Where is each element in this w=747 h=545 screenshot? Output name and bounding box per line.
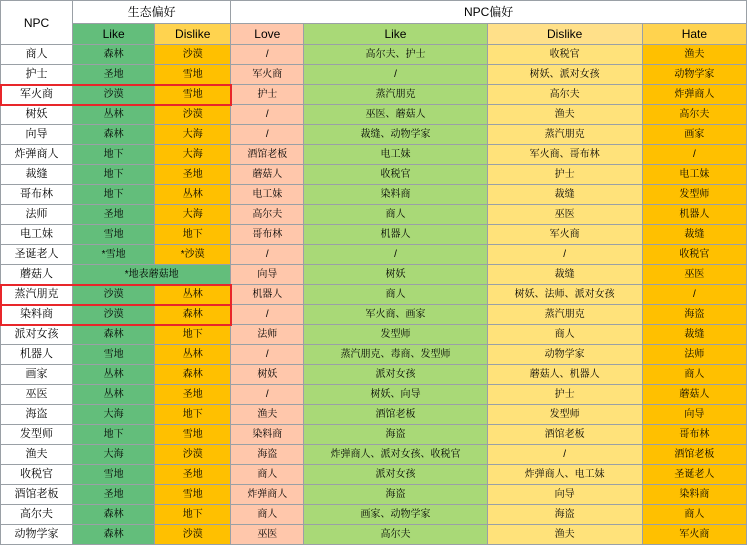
table-row xyxy=(1,245,747,265)
cell-eco-like: *地表蘑菇地 xyxy=(73,265,231,285)
table-row xyxy=(1,205,747,225)
cell-dislike: 裁缝 xyxy=(487,265,642,285)
cell-eco-dislike: 雪地 xyxy=(155,65,231,85)
cell-dislike: 酒馆老板 xyxy=(487,425,642,445)
cell-like: 画家、动物学家 xyxy=(304,505,487,525)
cell-love: / xyxy=(231,385,304,405)
cell-like: 蒸汽朋克、毒商、发型师 xyxy=(304,345,487,365)
cell-eco-like: 森林 xyxy=(73,525,155,545)
cell-dislike: 发型师 xyxy=(487,405,642,425)
cell-like: 蒸汽朋克 xyxy=(304,85,487,105)
cell-npc-name: 收税官 xyxy=(1,465,73,485)
table-row xyxy=(1,385,747,405)
cell-like: 树妖、向导 xyxy=(304,385,487,405)
cell-like: 炸弹商人、派对女孩、收税官 xyxy=(304,445,487,465)
cell-love: 酒馆老板 xyxy=(231,145,304,165)
cell-eco-like: 大海 xyxy=(73,445,155,465)
cell-npc-name: 派对女孩 xyxy=(1,325,73,345)
cell-love: / xyxy=(231,125,304,145)
cell-dislike: 树妖、派对女孩 xyxy=(487,65,642,85)
cell-like: 海盗 xyxy=(304,425,487,445)
cell-npc-name: 海盗 xyxy=(1,405,73,425)
cell-love: / xyxy=(231,345,304,365)
cell-eco-like: 雪地 xyxy=(73,225,155,245)
cell-dislike: 向导 xyxy=(487,485,642,505)
cell-eco-dislike: 雪地 xyxy=(155,85,231,105)
table-row xyxy=(1,445,747,465)
cell-eco-dislike: 雪地 xyxy=(155,425,231,445)
cell-npc-name: 裁缝 xyxy=(1,165,73,185)
cell-npc-name: 巫医 xyxy=(1,385,73,405)
cell-hate: 染料商 xyxy=(642,485,746,505)
cell-love: / xyxy=(231,245,304,265)
cell-like: 军火商、画家 xyxy=(304,305,487,325)
cell-like: 高尔夫、护士 xyxy=(304,45,487,65)
cell-eco-dislike: 圣地 xyxy=(155,385,231,405)
cell-dislike: 巫医 xyxy=(487,205,642,225)
cell-npc-name: 高尔夫 xyxy=(1,505,73,525)
cell-npc-name: 发型师 xyxy=(1,425,73,445)
table-row xyxy=(1,125,747,145)
header-row-group xyxy=(1,1,747,24)
cell-eco-dislike: 圣地 xyxy=(155,465,231,485)
cell-npc-name: 酒馆老板 xyxy=(1,485,73,505)
cell-eco-like: 圣地 xyxy=(73,485,155,505)
cell-dislike: 商人 xyxy=(487,325,642,345)
table-row xyxy=(1,145,747,165)
cell-hate: 海盗 xyxy=(642,305,746,325)
cell-npc-name: 画家 xyxy=(1,365,73,385)
cell-npc-name: 蒸汽朋克 xyxy=(1,285,73,305)
cell-eco-dislike: 沙漠 xyxy=(155,525,231,545)
cell-eco-dislike: 森林 xyxy=(155,365,231,385)
cell-like: 海盗 xyxy=(304,485,487,505)
cell-eco-like: 森林 xyxy=(73,505,155,525)
cell-eco-like: 沙漠 xyxy=(73,305,155,325)
cell-hate: 机器人 xyxy=(642,205,746,225)
cell-like: 高尔夫 xyxy=(304,525,487,545)
cell-like: 巫医、蘑菇人 xyxy=(304,105,487,125)
cell-dislike: 护士 xyxy=(487,385,642,405)
cell-npc-name: 护士 xyxy=(1,65,73,85)
header-love: Love xyxy=(231,24,304,45)
table-row xyxy=(1,165,747,185)
cell-eco-dislike: 丛林 xyxy=(155,185,231,205)
cell-like: 机器人 xyxy=(304,225,487,245)
cell-love: 哥布林 xyxy=(231,225,304,245)
cell-eco-dislike: 雪地 xyxy=(155,485,231,505)
table-row xyxy=(1,525,747,545)
header-eco-group: 生态偏好 xyxy=(73,1,231,24)
cell-like: / xyxy=(304,65,487,85)
table-row xyxy=(1,305,747,325)
cell-hate: / xyxy=(642,145,746,165)
table-row xyxy=(1,225,747,245)
cell-dislike: / xyxy=(487,245,642,265)
cell-hate: 酒馆老板 xyxy=(642,445,746,465)
cell-like: 酒馆老板 xyxy=(304,405,487,425)
cell-eco-like: 圣地 xyxy=(73,65,155,85)
cell-dislike: 护士 xyxy=(487,165,642,185)
cell-love: / xyxy=(231,105,304,125)
cell-npc-name: 向导 xyxy=(1,125,73,145)
cell-eco-like: 大海 xyxy=(73,405,155,425)
cell-eco-like: 地下 xyxy=(73,165,155,185)
cell-like: / xyxy=(304,245,487,265)
cell-eco-dislike: 沙漠 xyxy=(155,45,231,65)
cell-love: 染料商 xyxy=(231,425,304,445)
cell-love: / xyxy=(231,305,304,325)
cell-love: 商人 xyxy=(231,465,304,485)
cell-love: 机器人 xyxy=(231,285,304,305)
cell-npc-name: 军火商 xyxy=(1,85,73,105)
cell-npc-name: 法师 xyxy=(1,205,73,225)
cell-eco-like: 丛林 xyxy=(73,105,155,125)
cell-eco-like: 森林 xyxy=(73,125,155,145)
cell-hate: 动物学家 xyxy=(642,65,746,85)
cell-like: 染料商 xyxy=(304,185,487,205)
cell-love: 护士 xyxy=(231,85,304,105)
cell-hate: 高尔夫 xyxy=(642,105,746,125)
cell-eco-dislike: 沙漠 xyxy=(155,105,231,125)
cell-love: 海盗 xyxy=(231,445,304,465)
table-row xyxy=(1,185,747,205)
header-row-sub xyxy=(1,24,747,45)
cell-like: 收税官 xyxy=(304,165,487,185)
cell-npc-name: 哥布林 xyxy=(1,185,73,205)
cell-eco-like: *雪地 xyxy=(73,245,155,265)
cell-hate: 巫医 xyxy=(642,265,746,285)
cell-eco-dislike: 大海 xyxy=(155,125,231,145)
cell-hate: 圣诞老人 xyxy=(642,465,746,485)
table-row xyxy=(1,365,747,385)
cell-dislike: 蒸汽朋克 xyxy=(487,305,642,325)
cell-hate: 蘑菇人 xyxy=(642,385,746,405)
table-row xyxy=(1,465,747,485)
header-dislike: Dislike xyxy=(487,24,642,45)
cell-love: 法师 xyxy=(231,325,304,345)
cell-like: 裁缝、动物学家 xyxy=(304,125,487,145)
cell-dislike: 军火商 xyxy=(487,225,642,245)
table-row xyxy=(1,425,747,445)
cell-dislike: 高尔夫 xyxy=(487,85,642,105)
cell-eco-dislike: *沙漠 xyxy=(155,245,231,265)
table-row xyxy=(1,325,747,345)
cell-dislike: 动物学家 xyxy=(487,345,642,365)
cell-love: 商人 xyxy=(231,505,304,525)
table-row xyxy=(1,285,747,305)
cell-love: 电工妹 xyxy=(231,185,304,205)
cell-eco-dislike: 地下 xyxy=(155,405,231,425)
cell-eco-dislike: 大海 xyxy=(155,205,231,225)
cell-hate: 画家 xyxy=(642,125,746,145)
table-row xyxy=(1,405,747,425)
cell-npc-name: 蘑菇人 xyxy=(1,265,73,285)
cell-eco-like: 地下 xyxy=(73,185,155,205)
cell-npc-name: 商人 xyxy=(1,45,73,65)
header-npc: NPC xyxy=(1,1,73,45)
table-row xyxy=(1,65,747,85)
cell-like: 商人 xyxy=(304,205,487,225)
cell-like: 树妖 xyxy=(304,265,487,285)
cell-hate: 渔夫 xyxy=(642,45,746,65)
cell-dislike: 渔夫 xyxy=(487,525,642,545)
header-npc-group: NPC偏好 xyxy=(231,1,747,24)
cell-love: 炸弹商人 xyxy=(231,485,304,505)
cell-eco-like: 丛林 xyxy=(73,365,155,385)
cell-eco-dislike: 圣地 xyxy=(155,165,231,185)
cell-hate: 商人 xyxy=(642,365,746,385)
cell-love: 树妖 xyxy=(231,365,304,385)
table-row xyxy=(1,45,747,65)
cell-eco-dislike: 沙漠 xyxy=(155,445,231,465)
cell-dislike: 海盗 xyxy=(487,505,642,525)
table-row xyxy=(1,265,747,285)
cell-eco-like: 雪地 xyxy=(73,465,155,485)
cell-like: 派对女孩 xyxy=(304,465,487,485)
cell-love: 渔夫 xyxy=(231,405,304,425)
cell-eco-like: 雪地 xyxy=(73,345,155,365)
cell-eco-dislike: 丛林 xyxy=(155,285,231,305)
cell-eco-dislike: 地下 xyxy=(155,505,231,525)
table-row xyxy=(1,105,747,125)
cell-eco-like: 森林 xyxy=(73,325,155,345)
cell-dislike: 裁缝 xyxy=(487,185,642,205)
cell-npc-name: 动物学家 xyxy=(1,525,73,545)
cell-dislike: / xyxy=(487,445,642,465)
cell-eco-like: 森林 xyxy=(73,45,155,65)
cell-like: 商人 xyxy=(304,285,487,305)
cell-hate: 商人 xyxy=(642,505,746,525)
cell-eco-dislike: 地下 xyxy=(155,325,231,345)
table-row xyxy=(1,505,747,525)
cell-npc-name: 电工妹 xyxy=(1,225,73,245)
cell-hate: 炸弹商人 xyxy=(642,85,746,105)
cell-love: 向导 xyxy=(231,265,304,285)
header-hate: Hate xyxy=(642,24,746,45)
cell-hate: 法师 xyxy=(642,345,746,365)
cell-hate: 向导 xyxy=(642,405,746,425)
cell-dislike: 树妖、法师、派对女孩 xyxy=(487,285,642,305)
header-like: Like xyxy=(304,24,487,45)
cell-love: 军火商 xyxy=(231,65,304,85)
cell-dislike: 蘑菇人、机器人 xyxy=(487,365,642,385)
cell-hate: 军火商 xyxy=(642,525,746,545)
cell-hate: 裁缝 xyxy=(642,325,746,345)
cell-dislike: 收税官 xyxy=(487,45,642,65)
cell-npc-name: 圣诞老人 xyxy=(1,245,73,265)
cell-npc-name: 炸弹商人 xyxy=(1,145,73,165)
cell-love: 蘑菇人 xyxy=(231,165,304,185)
cell-npc-name: 机器人 xyxy=(1,345,73,365)
cell-npc-name: 渔夫 xyxy=(1,445,73,465)
header-eco-dislike: Dislike xyxy=(155,24,231,45)
cell-hate: 收税官 xyxy=(642,245,746,265)
cell-dislike: 渔夫 xyxy=(487,105,642,125)
cell-hate: 电工妹 xyxy=(642,165,746,185)
cell-like: 电工妹 xyxy=(304,145,487,165)
header-eco-like: Like xyxy=(73,24,155,45)
table-row xyxy=(1,345,747,365)
cell-eco-dislike: 大海 xyxy=(155,145,231,165)
table-row xyxy=(1,85,747,105)
cell-hate: 发型师 xyxy=(642,185,746,205)
cell-love: / xyxy=(231,45,304,65)
table-row xyxy=(1,485,747,505)
cell-eco-like: 沙漠 xyxy=(73,285,155,305)
cell-eco-like: 地下 xyxy=(73,425,155,445)
cell-eco-like: 沙漠 xyxy=(73,85,155,105)
cell-hate: / xyxy=(642,285,746,305)
cell-hate: 哥布林 xyxy=(642,425,746,445)
cell-love: 高尔夫 xyxy=(231,205,304,225)
cell-like: 发型师 xyxy=(304,325,487,345)
cell-like: 派对女孩 xyxy=(304,365,487,385)
cell-dislike: 蒸汽朋克 xyxy=(487,125,642,145)
cell-eco-like: 地下 xyxy=(73,145,155,165)
cell-hate: 裁缝 xyxy=(642,225,746,245)
cell-eco-dislike: 丛林 xyxy=(155,345,231,365)
cell-eco-like: 丛林 xyxy=(73,385,155,405)
cell-eco-like: 圣地 xyxy=(73,205,155,225)
cell-npc-name: 树妖 xyxy=(1,105,73,125)
cell-npc-name: 染料商 xyxy=(1,305,73,325)
cell-dislike: 军火商、哥布林 xyxy=(487,145,642,165)
cell-eco-dislike: 地下 xyxy=(155,225,231,245)
cell-eco-dislike: 森林 xyxy=(155,305,231,325)
cell-love: 巫医 xyxy=(231,525,304,545)
cell-dislike: 炸弹商人、电工妹 xyxy=(487,465,642,485)
